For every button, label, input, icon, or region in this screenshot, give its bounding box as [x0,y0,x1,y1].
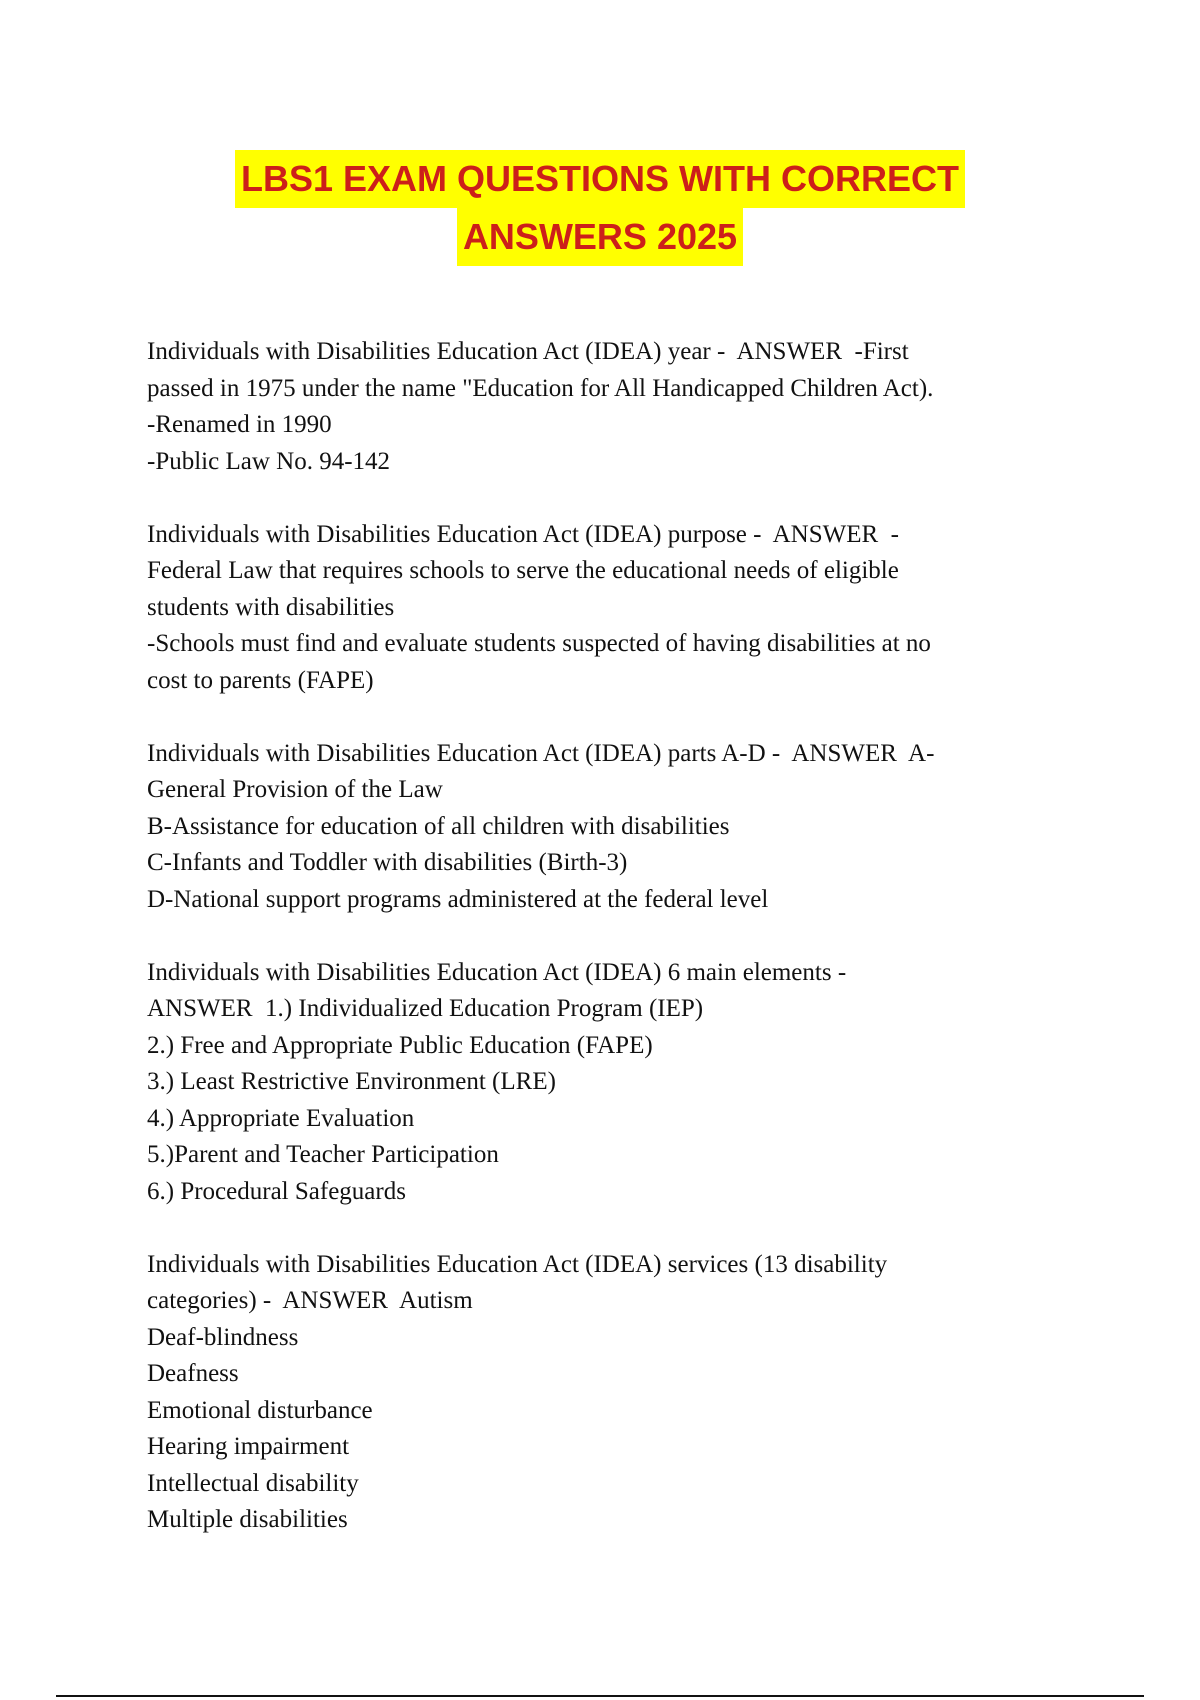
qa-item [147,955,1067,1211]
text-line: passed in 1975 under the name "Education for All Handicapped Children Act). [147,374,934,402]
text-line: 2.) Free and Appropriate Public Education (FAPE) [147,1031,653,1059]
text-line: cost to parents (FAPE) [147,666,374,694]
text-line: -Schools must find and evaluate students suspected of having disabilities at no [147,630,931,657]
text-line: Deaf-blindness [147,1323,299,1351]
text-line: General Provision of the Law [147,776,443,803]
title-line: ANSWERS 2025 [457,208,743,266]
qa-list [147,334,1067,1575]
text-line: -Public Law No. 94-142 [147,447,391,475]
text-line: categories) - ANSWER Autism [147,1287,473,1314]
text-line: Intellectual disability [147,1469,359,1497]
text-line: Individuals with Disabilities Education Act (IDEA) purpose - ANSWER - [147,520,899,548]
qa-item [147,1247,1067,1539]
text-line: Individuals with Disabilities Education Act (IDEA) 6 main elements - [147,958,847,986]
text-line: 5.)Parent and Teacher Participation [147,1141,499,1168]
text-line: B-Assistance for education of all children with disabilities [147,812,730,840]
page-bottom-rule [56,1695,1144,1697]
qa-item [147,334,1067,480]
text-line: Individuals with Disabilities Education Act (IDEA) parts A-D - ANSWER A- [147,739,935,767]
text-line: Federal Law that requires schools to serve the educational needs of eligible [147,557,899,584]
text-line: Hearing impairment [147,1433,350,1460]
document-title [0,150,1200,266]
text-line: C-Infants and Toddler with disabilities (Birth-3) [147,849,628,876]
text-line: 4.) Appropriate Evaluation [147,1104,415,1132]
text-line: 6.) Procedural Safeguards [147,1177,406,1205]
text-line: students with disabilities [147,593,395,621]
text-line: Emotional disturbance [147,1396,373,1424]
text-line: Individuals with Disabilities Education Act (IDEA) services (13 disability [147,1250,888,1278]
qa-item [147,517,1067,700]
text-line: D-National support programs administered at the federal level [147,885,769,913]
text-line: Individuals with Disabilities Education Act (IDEA) year - ANSWER -First [147,338,909,365]
text-line: Multiple disabilities [147,1506,348,1533]
text-line: Deafness [147,1360,239,1387]
title-line: LBS1 EXAM QUESTIONS WITH CORRECT [235,150,965,208]
qa-item [147,736,1067,919]
text-line: -Renamed in 1990 [147,411,332,438]
text-line: ANSWER 1.) Individualized Education Program (IEP) [147,995,704,1022]
text-line: 3.) Least Restrictive Environment (LRE) [147,1068,556,1095]
